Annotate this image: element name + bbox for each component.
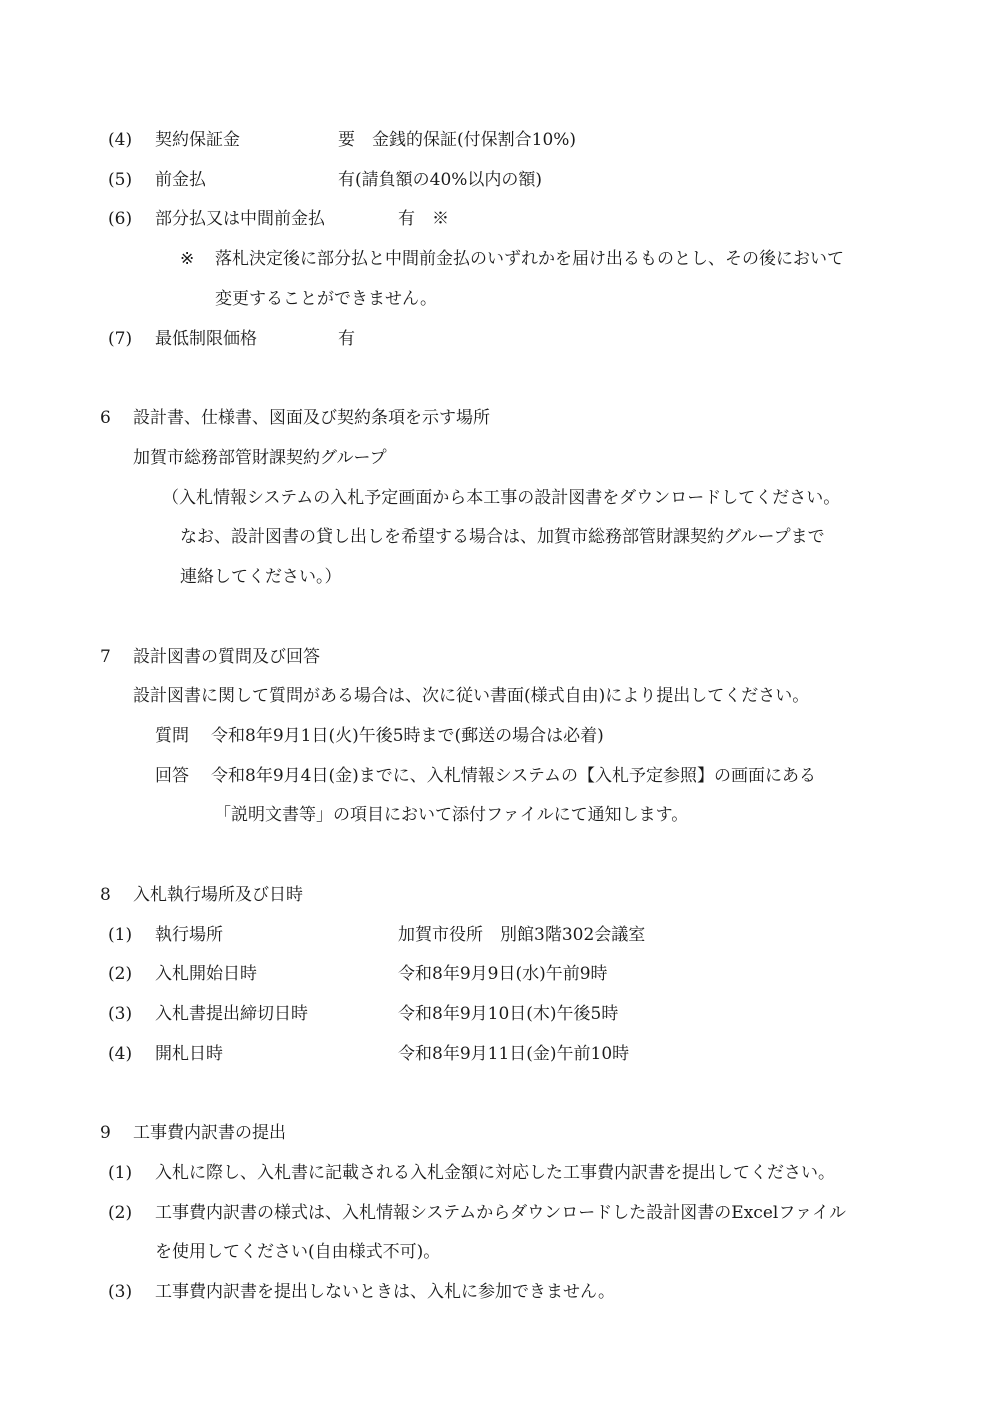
item-value: 令和8年9月9日(水)午前9時 <box>398 964 608 984</box>
item-label: 開札日時 <box>155 1044 223 1064</box>
item-text: 工事費内訳書の様式は、入札情報システムからダウンロードした設計図書のExcelファイル <box>155 1203 846 1223</box>
item-label: 部分払又は中間前金払 <box>155 209 325 229</box>
item-label: 前金払 <box>155 170 206 190</box>
item-label: 契約保証金 <box>155 130 240 150</box>
section-title: 工事費内訳書の提出 <box>133 1123 286 1143</box>
item-value: 令和8年9月11日(金)午前10時 <box>398 1044 630 1064</box>
answer-text: 「説明文書等」の項目において添付ファイルにて通知します。 <box>214 805 689 825</box>
item-text: を使用してください(自由様式不可)。 <box>155 1242 441 1262</box>
answer-text: 令和8年9月4日(金)までに、入札情報システムの【入札予定参照】の画面にある <box>211 766 817 786</box>
section-number: 9 <box>100 1123 111 1143</box>
note-text: 落札決定後に部分払と中間前金払のいずれかを届け出るものとし、その後において <box>215 249 844 269</box>
item-number: (4) <box>108 130 133 150</box>
item-value: 有 ※ <box>398 209 449 229</box>
item-number: (3) <box>108 1282 133 1302</box>
item-number: (1) <box>108 1163 133 1183</box>
section-number: 6 <box>100 408 111 428</box>
item-number: (2) <box>108 1203 133 1223</box>
question-label: 質問 <box>155 726 189 746</box>
section-number: 7 <box>100 647 111 667</box>
item-number: (6) <box>108 209 133 229</box>
item-text: 入札に際し、入札書に記載される入札金額に対応した工事費内訳書を提出してください。 <box>155 1163 835 1183</box>
item-label: 入札書提出締切日時 <box>155 1004 308 1024</box>
note-text: （入札情報システムの入札予定画面から本工事の設計図書をダウンロードしてください。 <box>162 488 841 508</box>
section-number: 8 <box>100 885 111 905</box>
item-number: (1) <box>108 925 133 945</box>
place-text: 加賀市総務部管財課契約グループ <box>133 448 387 468</box>
answer-label: 回答 <box>155 766 189 786</box>
item-value: 有(請負額の40%以内の額) <box>338 170 543 190</box>
item-number: (5) <box>108 170 133 190</box>
item-value: 加賀市役所 別館3階302会議室 <box>398 925 646 945</box>
note-text: なお、設計図書の貸し出しを希望する場合は、加賀市総務部管財課契約グループまで <box>180 527 825 547</box>
note-mark: ※ <box>180 249 195 269</box>
item-number: (3) <box>108 1004 133 1024</box>
item-label: 執行場所 <box>155 925 223 945</box>
item-text: 工事費内訳書を提出しないときは、入札に参加できません。 <box>155 1282 616 1302</box>
item-label: 入札開始日時 <box>155 964 257 984</box>
question-text: 令和8年9月1日(火)午後5時まで(郵送の場合は必着) <box>211 726 604 746</box>
item-number: (7) <box>108 329 133 349</box>
item-value: 要 金銭的保証(付保割合10%) <box>338 130 577 150</box>
item-value: 有 <box>338 329 355 349</box>
item-number: (4) <box>108 1044 133 1064</box>
item-value: 令和8年9月10日(木)午後5時 <box>398 1004 619 1024</box>
section-title: 設計書、仕様書、図面及び契約条項を示す場所 <box>133 408 490 428</box>
item-number: (2) <box>108 964 133 984</box>
note-text: 変更することができません。 <box>215 289 438 309</box>
item-label: 最低制限価格 <box>155 329 257 349</box>
section-title: 設計図書の質問及び回答 <box>133 647 320 667</box>
section-title: 入札執行場所及び日時 <box>133 885 303 905</box>
note-text: 連絡してください。） <box>180 567 342 587</box>
intro-text: 設計図書に関して質問がある場合は、次に従い書面(様式自由)により提出してください。 <box>133 686 810 706</box>
